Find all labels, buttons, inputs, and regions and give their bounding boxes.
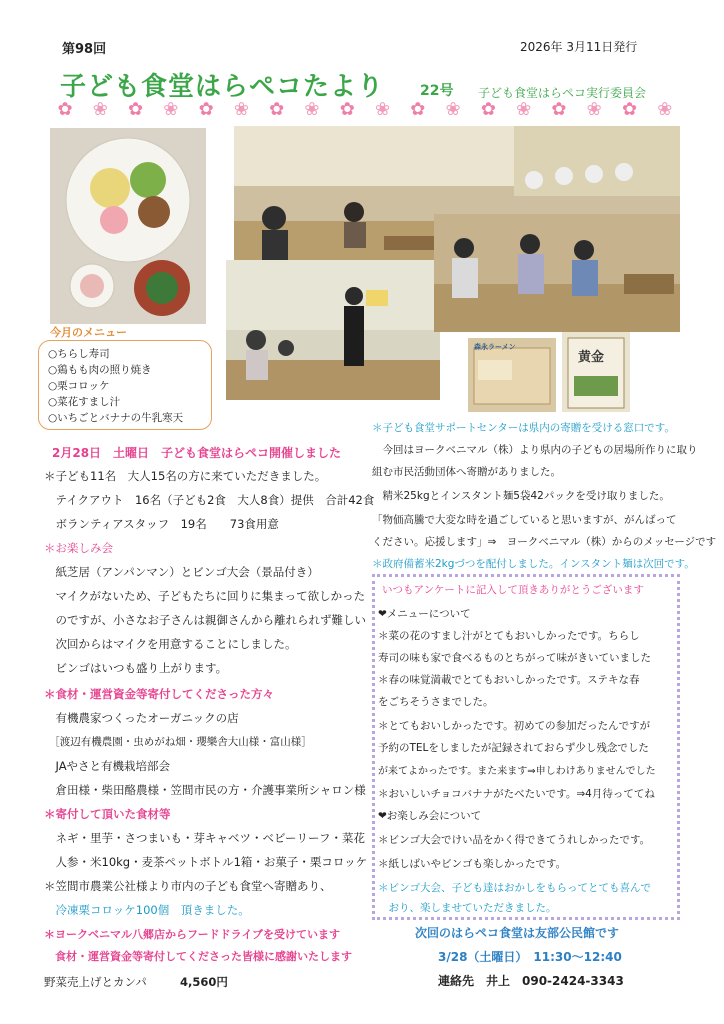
issue-num-badge: 22号 — [420, 83, 454, 99]
rice-bag-illustration — [562, 332, 630, 412]
flower-icon: ❀ — [374, 99, 391, 120]
survey-line: ＊とてもおいしかったです。初めての参加だったんですが — [378, 720, 651, 732]
fun-line: 次回からはマイクを用意することにしました。 — [44, 637, 297, 651]
flower-icon: ✿ — [198, 99, 214, 120]
menu-title: 今月のメニュー — [50, 326, 127, 339]
kamishibai-photo — [226, 260, 440, 400]
donor-line: ［渡辺有機農園・虫めがね畑・瓔樂舎大山様・富山様］ — [44, 736, 312, 748]
survey-line: ＊菜の花のすまし汁がとてもおいしかったです。ちらし — [378, 630, 640, 642]
newsletter-title: 子ども食堂はらペコたより — [60, 72, 385, 102]
kamishibai-illustration — [226, 260, 440, 400]
thanks-line: 食材・運営資金等寄付してくださった皆様に感謝いたします — [44, 950, 352, 963]
flower-icon: ❀ — [92, 99, 108, 120]
survey-line: ＊春の味覚満載でとてもおいしかったです。ステキな春 — [378, 674, 640, 686]
flower-icon: ✿ — [621, 99, 638, 120]
support-line: ください。応援します」⇒ ヨークベニマル（株）からのメッセージです — [372, 536, 717, 548]
donor-section-title: ＊食材・運営資金等寄付してくださった方々 — [44, 687, 274, 701]
flower-icon: ❀ — [163, 99, 179, 120]
support-line: ＊政府備蓄米2kgづつを配付しました。インスタント麺は次回です。 — [372, 558, 695, 570]
menu-item: ○菜花すまし汁 — [48, 396, 121, 408]
flower-icon: ❀ — [304, 99, 320, 120]
support-line: 精米25kgとインスタント麺5袋42パックを受け取りました。 — [372, 490, 670, 502]
york-benimaru-line: ＊ヨークベニマル八郷店からフードドライブを受けています — [44, 928, 341, 941]
food-line: 人参・米10kg・麦茶ペットボトル1箱・お菓子・栗コロッケ — [44, 855, 368, 869]
support-line: ＊子ども食堂サポートセンターは県内の寄贈を受ける窓口です。 — [372, 422, 675, 434]
support-line: 今回はヨークベニマル（株）より県内の子どもの居場所作りに取り — [372, 444, 698, 456]
contact-info: 連絡先 井上 090-2424-3343 — [438, 974, 624, 988]
flower-icon: ✿ — [551, 99, 567, 120]
flower-icon: ❀ — [233, 99, 249, 120]
next-event-title: 次回のはらペコ食堂は友部公民館です — [415, 926, 620, 940]
donation-boxes-photo — [468, 338, 556, 412]
committee-name: 子ども食堂はらペコ実行委員会 — [478, 86, 647, 100]
survey-line: ❤お楽しみ会について — [378, 810, 482, 822]
fun-section-title: ＊お楽しみ会 — [44, 541, 113, 555]
event-heading: 2月28日 土曜日 子ども食堂はらペコ開催しました — [52, 446, 342, 460]
food-photo — [50, 128, 206, 324]
survey-line: 寿司の味も家で食べるものとちがって味がきいていました — [378, 652, 651, 664]
sales-label: 野菜売上げとカンパ — [44, 975, 147, 989]
fun-line: 紙芝居（アンパンマン）とビンゴ大会（景品付き） — [44, 565, 319, 579]
survey-line: ＊ビンゴ大会でけい品をかく得できてうれしかったです。 — [378, 834, 651, 846]
next-event-time: 3/28（土曜日） 11:30～12:40 — [438, 950, 622, 964]
fun-line: のですが、小さなお子さんは親御さんから離れられず難しい — [44, 613, 366, 627]
fun-line: ビンゴはいつも盛り上がります。 — [44, 661, 228, 675]
volunteer-line: ボランティアスタッフ 19名 73食用意 — [44, 517, 279, 531]
issue-date: 2026年 3月11日発行 — [520, 40, 638, 54]
survey-line: おり、楽しませていただきました。 — [378, 902, 557, 914]
survey-line: ＊おいしいチョコバナナがたべたいです。⇒4月待っててね — [378, 788, 655, 800]
survey-line: ＊ビンゴ大会、子ども達はおかしをもらってとても喜んで — [378, 882, 651, 894]
frozen-croquette-line: 冷凍栗コロッケ100個 頂きました。 — [44, 903, 250, 917]
attendance-line: ＊子ども11名 大人15名の方に来ていただきました。 — [44, 469, 327, 483]
lunch-table-illustration — [434, 214, 680, 332]
survey-line: が来てよかったです。また来ます⇒申しわけありませんでした — [378, 766, 656, 777]
flower-icon: ✿ — [128, 99, 144, 120]
food-line: ネギ・里芋・さつまいも・芽キャベツ・ベビーリーフ・菜花 — [44, 831, 365, 845]
rice-bag-photo — [562, 332, 630, 412]
flower-border — [55, 100, 675, 122]
support-line: 組む市民活動団体へ寄贈がありました。 — [372, 466, 561, 478]
lunch-table-photo — [434, 214, 680, 332]
survey-line: ＊紙しばいやビンゴも楽しかったです。 — [378, 858, 567, 870]
menu-item: ○栗コロッケ — [48, 380, 110, 392]
sales-amount: 4,560円 — [180, 975, 228, 989]
box-label: 森永ラーメン — [474, 343, 516, 351]
flower-icon: ✿ — [410, 99, 426, 120]
flower-icon: ❀ — [516, 99, 532, 120]
donor-line: 有機農家つくったオーガニックの店 — [44, 711, 239, 725]
issue-number: 第98回 — [62, 42, 107, 57]
takeout-line: テイクアウト 16名（子ども2食 大人8食）提供 合計42食 — [44, 493, 375, 507]
menu-item: ○ちらし寿司 — [48, 348, 110, 360]
fun-line: マイクがないため、子どもたちに回りに集まって欲しかった — [44, 589, 366, 603]
survey-line: をごちそうさまでした。 — [378, 696, 494, 708]
flower-icon: ❀ — [445, 99, 461, 120]
donor-line: 倉田様・柴田酪農様・笠間市民の方・介護事業所シャロン様 — [44, 783, 366, 797]
support-line: 「物価高騰で大変な時を過ごしていると思いますが、がんばって — [372, 514, 677, 526]
food-line: ＊笠間市農業公社様より市内の子ども食堂へ寄贈あり、 — [44, 879, 332, 893]
flower-icon: ✿ — [339, 99, 355, 120]
donor-line: JAやさと有機栽培部会 — [44, 759, 171, 773]
survey-title: いつもアンケートに記入して頂きありがとうございます — [382, 584, 644, 596]
food-photo-illustration — [50, 128, 206, 324]
flower-icon: ✿ — [480, 99, 496, 120]
flower-icon: ✿ — [57, 99, 73, 120]
survey-line: 予約のTELをしましたが記録されておらず少し残念でした — [378, 742, 649, 754]
rice-bag-label: 黄金 — [578, 350, 605, 365]
menu-item: ○鶏もも肉の照り焼き — [48, 364, 152, 376]
menu-item: ○いちごとバナナの牛乳寒天 — [48, 412, 184, 424]
survey-line: ❤メニューについて — [378, 608, 471, 620]
flower-icon: ❀ — [586, 99, 602, 120]
food-section-title: ＊寄付して頂いた食材等 — [44, 807, 171, 821]
flower-icon: ❀ — [657, 99, 673, 120]
flower-icon: ✿ — [269, 99, 285, 120]
